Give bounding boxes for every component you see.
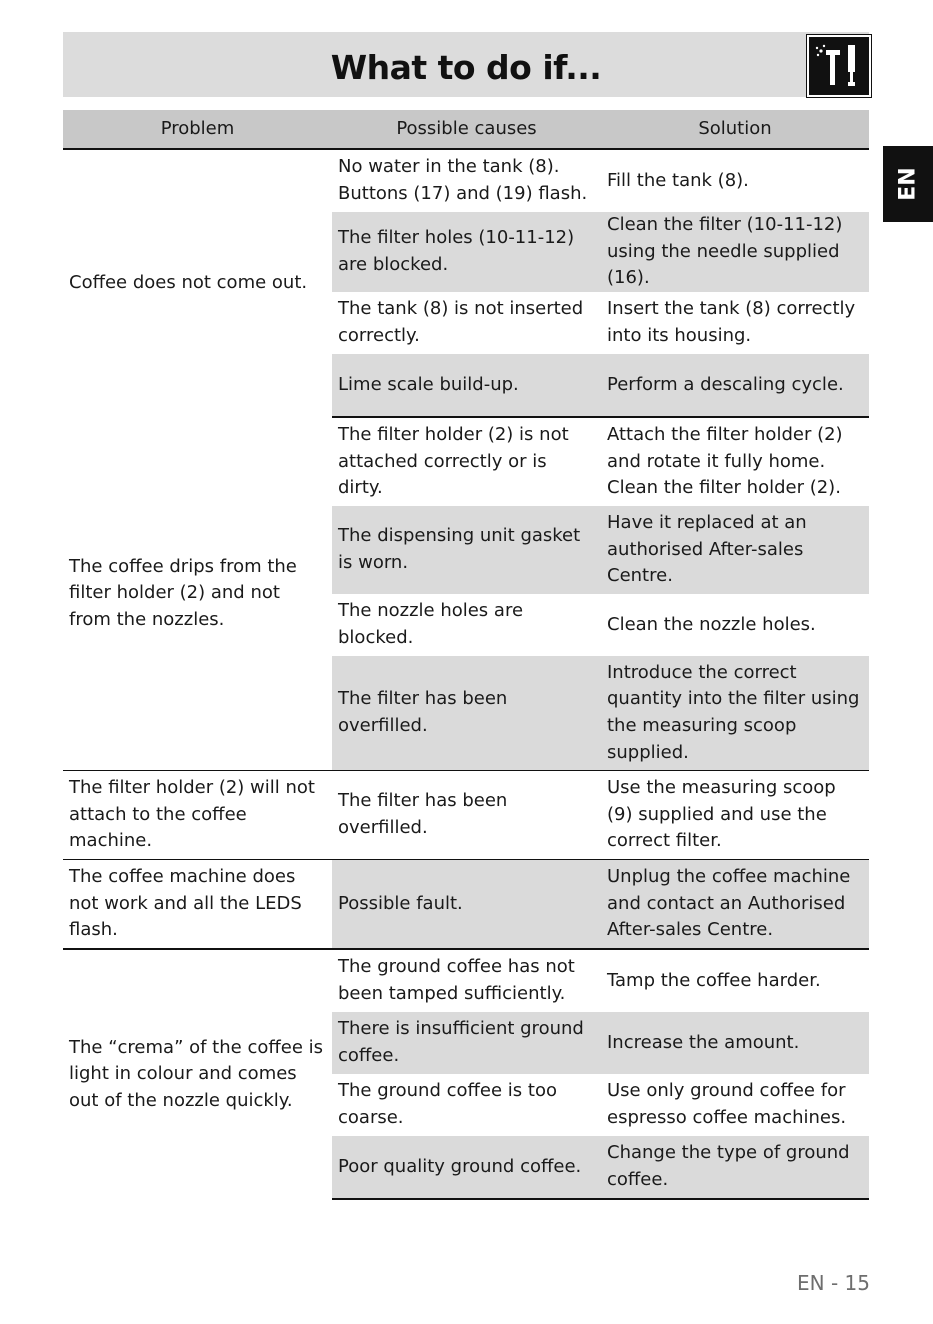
- tools-icon: [807, 35, 871, 97]
- solution-cell: Change the type of ground coffee.: [601, 1136, 869, 1199]
- page-number: EN - 15: [797, 1271, 870, 1295]
- language-tab-label: EN: [895, 167, 921, 201]
- page-title: What to do if...: [330, 48, 602, 87]
- header-solution: Solution: [601, 110, 869, 149]
- problem-cell: The coffee machine does not work and all the LEDS flash.: [63, 860, 332, 950]
- header-causes: Possible causes: [332, 110, 601, 149]
- solution-cell: Unplug the coffee machine and contact an Authorised After-sales Centre.: [601, 860, 869, 950]
- table-row: [63, 949, 869, 1012]
- cause-cell: No water in the tank (8). Buttons (17) and (19) flash.: [338, 156, 588, 204]
- solution-cell: Fill the tank (8).: [607, 169, 749, 191]
- cause-cell: Poor quality ground coffee.: [332, 1136, 601, 1199]
- header-problem: Problem: [63, 110, 332, 149]
- solution-cell: Increase the amount.: [601, 1012, 869, 1074]
- title-bar: [63, 32, 869, 97]
- solution-cell: Use only ground coffee for espresso coffee machines.: [607, 1080, 847, 1128]
- table-row: [63, 417, 869, 506]
- cause-cell: The filter has been overfilled.: [332, 771, 601, 860]
- cause-cell: The filter holes (10-11-12) are blocked.: [332, 212, 601, 292]
- table-row: [63, 771, 869, 860]
- cause-cell: There is insufficient ground coffee.: [332, 1012, 601, 1074]
- problem-cell: Coffee does not come out.: [63, 149, 332, 417]
- solution-cell: Clean the filter (10-11-12) using the needle supplied (16).: [601, 212, 869, 292]
- language-tab: [883, 146, 933, 222]
- solution-cell: Insert the tank (8) correctly into its housing.: [607, 298, 856, 346]
- cause-cell: The ground coffee has not been tamped sufficiently.: [338, 956, 575, 1004]
- troubleshooting-table: [63, 110, 869, 1200]
- solution-cell: Use the measuring scoop (9) supplied and use the correct filter.: [601, 771, 869, 860]
- solution-cell: Tamp the coffee harder.: [607, 969, 821, 991]
- table-row: [63, 149, 869, 212]
- solution-cell: Perform a descaling cycle.: [601, 354, 869, 417]
- table-header-row: [63, 110, 869, 149]
- cause-cell: The nozzle holes are blocked.: [338, 600, 524, 648]
- cause-cell: The dispensing unit gasket is worn.: [332, 506, 601, 594]
- solution-cell: Attach the filter holder (2) and rotate it fully home. Clean the filter holder (2).: [607, 424, 843, 499]
- problem-cell: The coffee drips from the filter holder (2) and not from the nozzles.: [63, 417, 332, 771]
- solution-cell: Have it replaced at an authorised After-sales Centre.: [601, 506, 869, 594]
- problem-cell: The filter holder (2) will not attach to the coffee machine.: [63, 771, 332, 860]
- cause-cell: Possible fault.: [332, 860, 601, 950]
- table-row: [63, 860, 869, 950]
- problem-cell: The “crema” of the coffee is light in colour and comes out of the nozzle quickly.: [63, 949, 332, 1199]
- cause-cell: The filter has been overfilled.: [332, 656, 601, 771]
- solution-cell: Introduce the correct quantity into the filter using the measuring scoop supplied.: [601, 656, 869, 771]
- cause-cell: The tank (8) is not inserted correctly.: [338, 298, 584, 346]
- cause-cell: The filter holder (2) is not attached correctly or is dirty.: [338, 424, 569, 499]
- solution-cell: Clean the nozzle holes.: [607, 613, 816, 635]
- cause-cell: Lime scale build-up.: [332, 354, 601, 417]
- cause-cell: The ground coffee is too coarse.: [338, 1080, 557, 1128]
